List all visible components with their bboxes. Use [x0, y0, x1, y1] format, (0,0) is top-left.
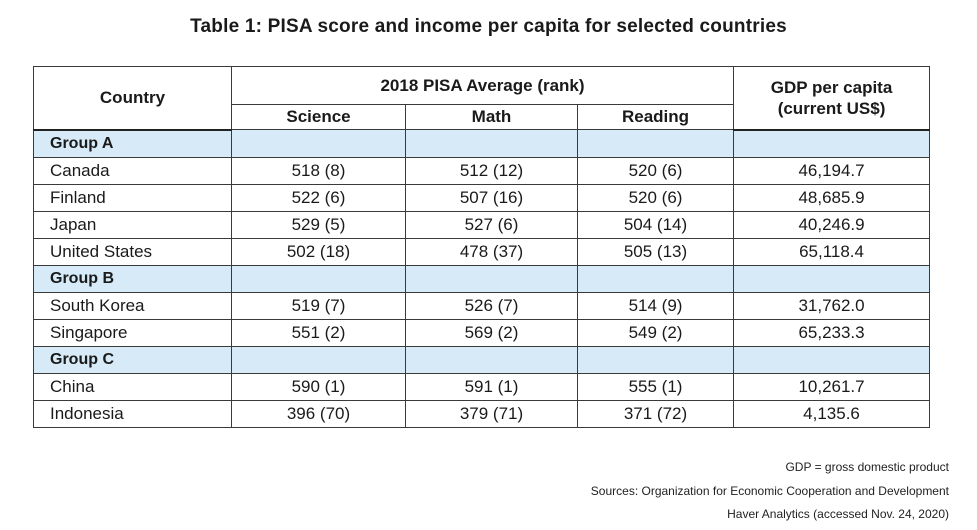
table-row: [34, 184, 930, 211]
gdp-cell: 48,685.9: [734, 184, 930, 211]
note-haver: Haver Analytics (accessed Nov. 24, 2020): [727, 507, 949, 521]
header-math: Math: [406, 105, 578, 130]
gdp-cell: 65,118.4: [734, 238, 930, 265]
note-sources: Sources: Organization for Economic Cooperation and Development: [590, 484, 949, 498]
reading-cell: 504 (14): [578, 211, 734, 238]
science-cell: 590 (1): [232, 373, 406, 400]
reading-cell: 505 (13): [578, 238, 734, 265]
table-body: [34, 130, 930, 428]
header-gdp-line1: GDP per capita: [770, 77, 893, 97]
gdp-cell: 4,135.6: [734, 400, 930, 427]
group-name: Group B: [34, 265, 232, 292]
math-cell: 379 (71): [406, 400, 578, 427]
country-cell: United States: [34, 238, 232, 265]
reading-cell: 514 (9): [578, 292, 734, 319]
science-cell: 502 (18): [232, 238, 406, 265]
note-gdp-definition: GDP = gross domestic product: [785, 460, 949, 474]
gdp-cell: 65,233.3: [734, 319, 930, 346]
header-reading: Reading: [578, 105, 734, 130]
gdp-cell: 40,246.9: [734, 211, 930, 238]
table-header: [34, 67, 930, 130]
science-cell: 518 (8): [232, 157, 406, 184]
country-cell: Japan: [34, 211, 232, 238]
country-cell: South Korea: [34, 292, 232, 319]
reading-cell: 371 (72): [578, 400, 734, 427]
math-cell: 591 (1): [406, 373, 578, 400]
table-row: [34, 157, 930, 184]
math-cell: 527 (6): [406, 211, 578, 238]
table-title: Table 1: PISA score and income per capita for selected countries: [190, 16, 787, 37]
table-row: [34, 319, 930, 346]
header-pisa-average: 2018 PISA Average (rank): [232, 67, 734, 105]
country-cell: Indonesia: [34, 400, 232, 427]
country-cell: Finland: [34, 184, 232, 211]
group-row-c: [34, 346, 930, 373]
header-gdp: [734, 67, 930, 130]
header-country: Country: [34, 67, 232, 130]
table-row: [34, 238, 930, 265]
science-cell: 529 (5): [232, 211, 406, 238]
reading-cell: 520 (6): [578, 157, 734, 184]
science-cell: 519 (7): [232, 292, 406, 319]
math-cell: 512 (12): [406, 157, 578, 184]
math-cell: 507 (16): [406, 184, 578, 211]
pisa-table: [33, 66, 930, 428]
math-cell: 526 (7): [406, 292, 578, 319]
reading-cell: 520 (6): [578, 184, 734, 211]
header-gdp-line2: (current US$): [777, 98, 886, 118]
gdp-cell: 10,261.7: [734, 373, 930, 400]
group-row-a: [34, 130, 930, 158]
reading-cell: 555 (1): [578, 373, 734, 400]
country-cell: China: [34, 373, 232, 400]
country-cell: Singapore: [34, 319, 232, 346]
table-row: [34, 400, 930, 427]
gdp-cell: 46,194.7: [734, 157, 930, 184]
group-name: Group A: [34, 130, 232, 158]
reading-cell: 549 (2): [578, 319, 734, 346]
science-cell: 396 (70): [232, 400, 406, 427]
table-row: [34, 292, 930, 319]
group-name: Group C: [34, 346, 232, 373]
math-cell: 569 (2): [406, 319, 578, 346]
country-cell: Canada: [34, 157, 232, 184]
science-cell: 551 (2): [232, 319, 406, 346]
group-row-b: [34, 265, 930, 292]
gdp-cell: 31,762.0: [734, 292, 930, 319]
header-science: Science: [232, 105, 406, 130]
math-cell: 478 (37): [406, 238, 578, 265]
science-cell: 522 (6): [232, 184, 406, 211]
table-row: [34, 373, 930, 400]
table-row: [34, 211, 930, 238]
